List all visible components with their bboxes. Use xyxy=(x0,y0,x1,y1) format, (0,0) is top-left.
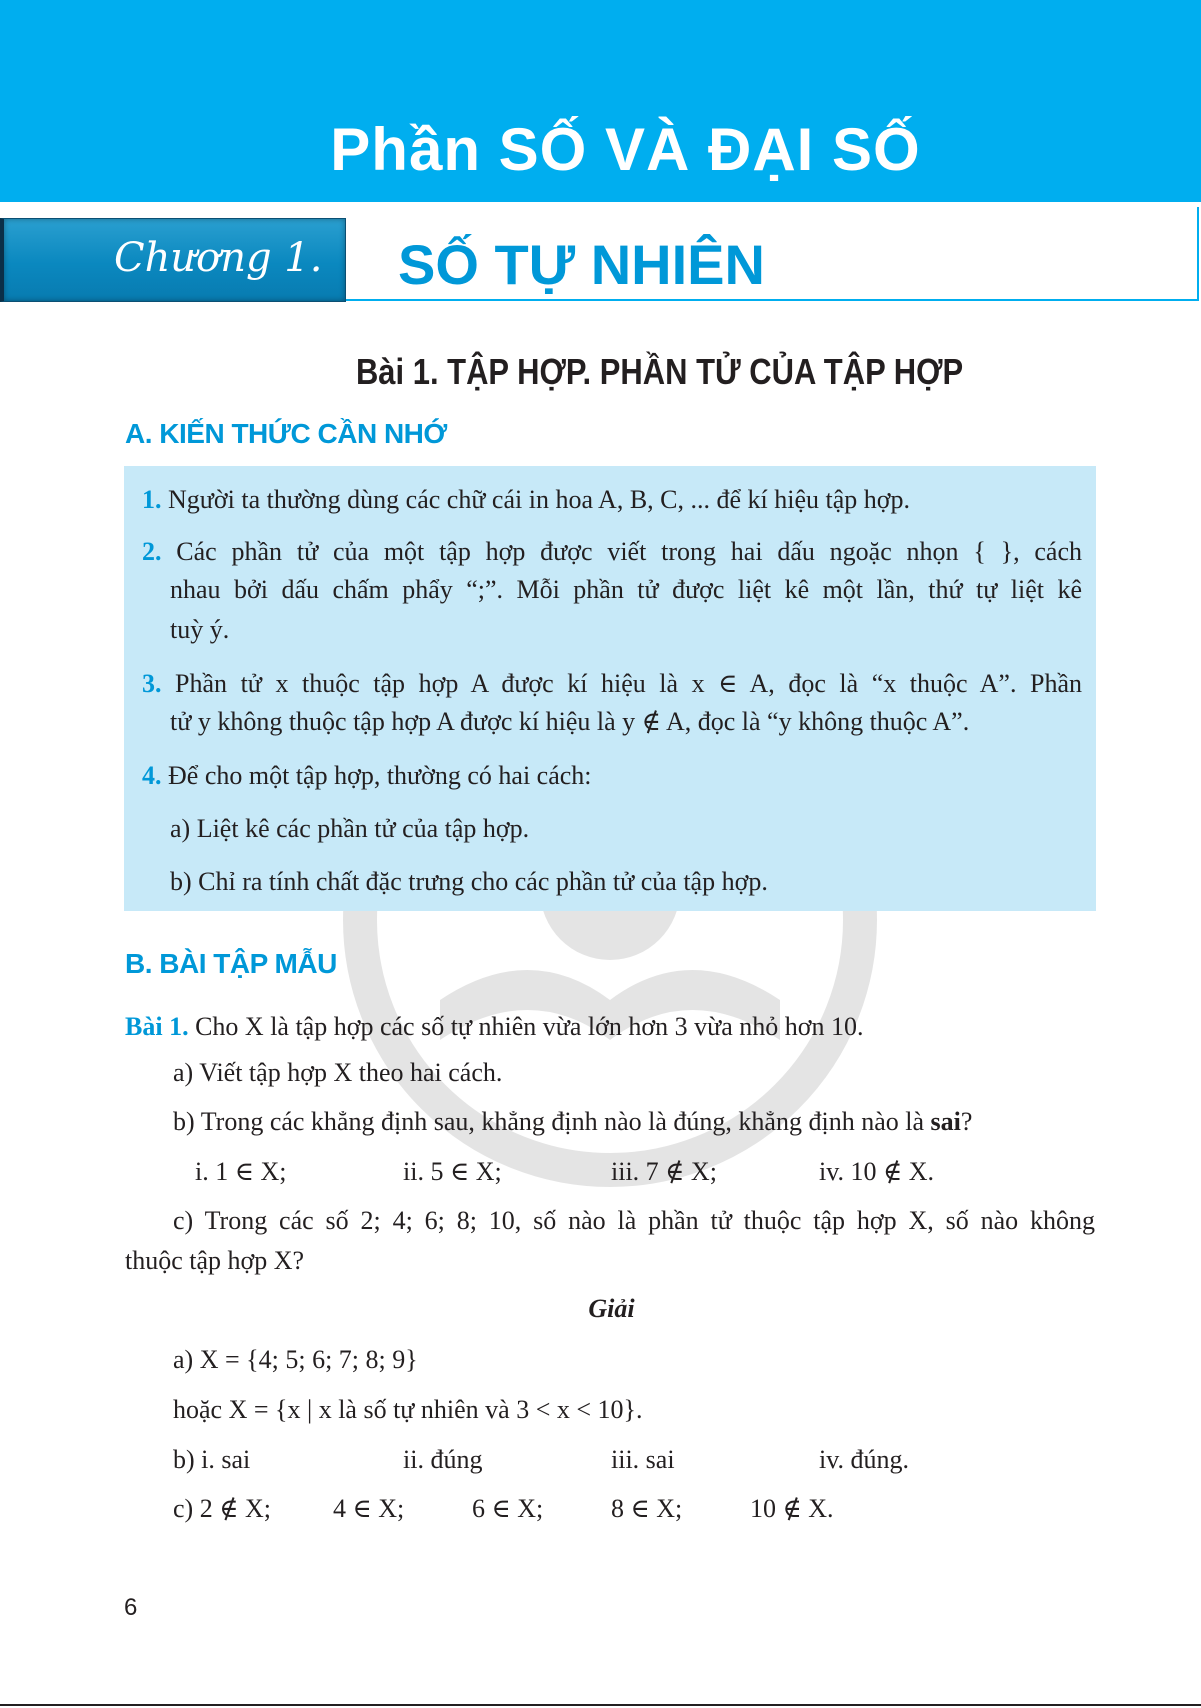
solution-b-answer-4: iv. đúng. xyxy=(819,1445,910,1474)
exercise-text: Cho X là tập hợp các số tự nhiên vừa lớn hơn 3 vừa nhỏ hơn 10. xyxy=(195,1012,864,1041)
page-number: 6 xyxy=(124,1594,138,1621)
solution-a-line-2: hoặc X = {x | x là số tự nhiên và 3 < x < 10}. xyxy=(173,1395,643,1424)
knowledge-item-3-line-1 xyxy=(142,666,1082,702)
page-bottom-rule xyxy=(0,1704,1201,1706)
exercise-part-a: a) Viết tập hợp X theo hai cách. xyxy=(173,1058,503,1087)
solution-b-answer-2: ii. đúng xyxy=(403,1445,483,1474)
part-b-question-mark: ? xyxy=(960,1107,973,1136)
chapter-label: Chương 1. xyxy=(114,235,323,281)
exercise-part-b xyxy=(173,1104,972,1140)
item-text: Phần tử x thuộc tập hợp A được kí hiệu là x ∈ A, đọc là “x thuộc A”. Phần xyxy=(175,669,1082,698)
solution-b-answer-1: b) i. sai xyxy=(173,1445,251,1474)
solution-heading: Giải xyxy=(588,1294,635,1323)
knowledge-item-1 xyxy=(142,482,910,518)
exercise-label: Bài 1. xyxy=(125,1012,189,1041)
solution-b-answer-3: iii. sai xyxy=(611,1445,675,1474)
part-b-text: b) Trong các khẳng định sau, khẳng định nào là đúng, khẳng định nào là xyxy=(173,1107,931,1136)
section-b-heading: B. BÀI TẬP MẪU xyxy=(125,948,337,979)
solution-c-answer-3: 6 ∈ X; xyxy=(472,1494,544,1523)
lesson-title: Bài 1. TẬP HỢP. PHẦN TỬ CỦA TẬP HỢP xyxy=(355,351,964,392)
section-a-heading: A. KIẾN THỨC CẦN NHỚ xyxy=(125,418,447,449)
exercise-part-c-line-2: thuộc tập hợp X? xyxy=(125,1246,305,1275)
item-number: 2. xyxy=(142,537,162,566)
knowledge-item-2-line-3: tuỳ ý. xyxy=(170,615,230,644)
item-number: 3. xyxy=(142,669,162,698)
exercise-prompt xyxy=(125,1009,864,1045)
statement-2: ii. 5 ∈ X; xyxy=(403,1157,502,1186)
solution-a-line-1: a) X = {4; 5; 6; 7; 8; 9} xyxy=(173,1345,418,1374)
knowledge-item-2-line-2: nhau bởi dấu chấm phẩy “;”. Mỗi phần tử được liệt kê một lần, thứ tự liệt kê xyxy=(170,575,1082,604)
item-text: Các phần tử của một tập hợp được viết trong hai dấu ngoặc nhọn { }, cách xyxy=(176,537,1083,566)
statement-1: i. 1 ∈ X; xyxy=(195,1157,287,1186)
chapter-title: SỐ TỰ NHIÊN xyxy=(398,233,765,296)
statement-3: iii. 7 ∉ X; xyxy=(611,1157,717,1186)
solution-c-answer-1: c) 2 ∉ X; xyxy=(173,1494,271,1523)
knowledge-item-2-line-1 xyxy=(142,534,1082,570)
knowledge-item-4 xyxy=(142,758,592,794)
solution-c-answer-5: 10 ∉ X. xyxy=(750,1494,834,1523)
knowledge-sub-item-a: a) Liệt kê các phần tử của tập hợp. xyxy=(170,814,530,843)
item-number: 1. xyxy=(142,485,162,514)
knowledge-item-3-line-2: tử y không thuộc tập hợp A được kí hiệu là y ∉ A, đọc là “y không thuộc A”. xyxy=(170,707,970,736)
item-text: Người ta thường dùng các chữ cái in hoa A, B, C, ... để kí hiệu tập hợp. xyxy=(168,485,911,514)
solution-c-answer-2: 4 ∈ X; xyxy=(333,1494,405,1523)
knowledge-sub-item-b: b) Chỉ ra tính chất đặc trưng cho các phần tử của tập hợp. xyxy=(170,867,768,896)
statement-4: iv. 10 ∉ X. xyxy=(819,1157,935,1186)
exercise-part-c-line-1: c) Trong các số 2; 4; 6; 8; 10, số nào là phần tử thuộc tập hợp X, số nào không xyxy=(173,1206,1095,1235)
item-number: 4. xyxy=(142,761,162,790)
part-b-bold-word: sai xyxy=(930,1107,961,1136)
item-text: Để cho một tập hợp, thường có hai cách: xyxy=(168,761,592,790)
solution-c-answer-4: 8 ∈ X; xyxy=(611,1494,683,1523)
part-title: Phần SỐ VÀ ĐẠI SỐ xyxy=(330,116,921,183)
